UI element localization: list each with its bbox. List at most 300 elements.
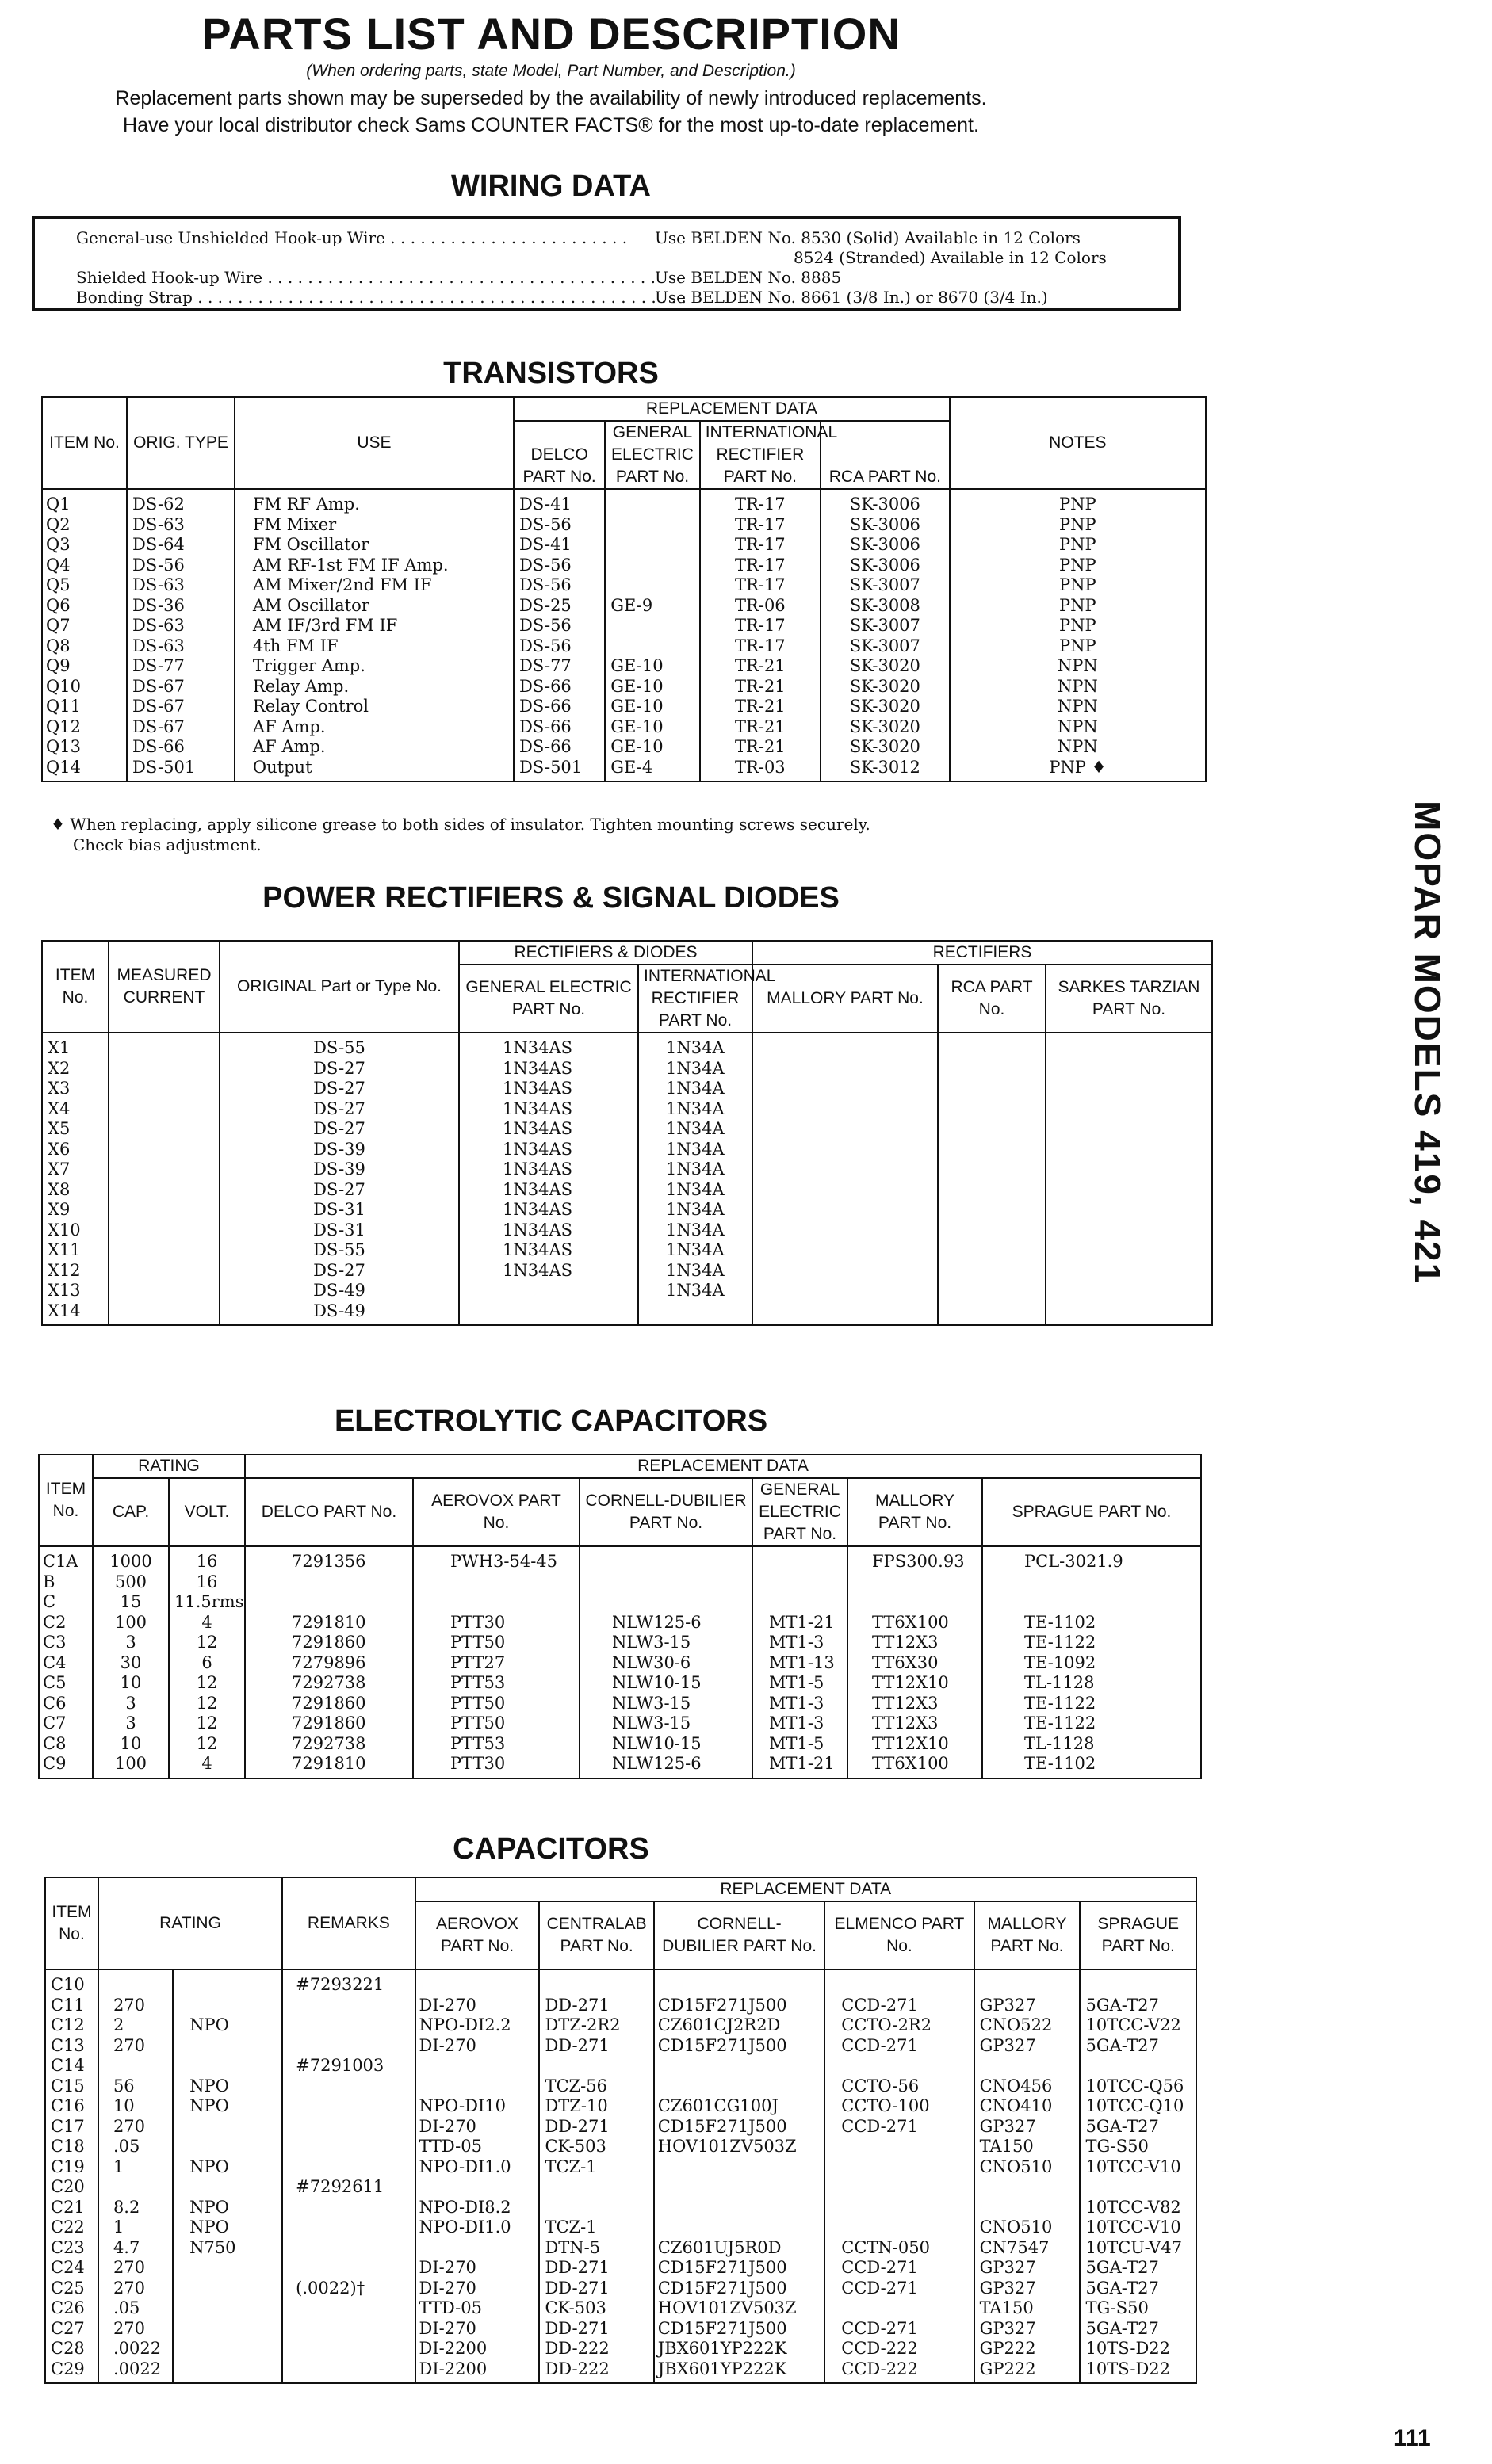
table-cell: PNP	[950, 489, 1206, 515]
table-cell	[824, 2177, 974, 2198]
table-row	[42, 1221, 1212, 1241]
table-cell: C4	[39, 1653, 93, 1674]
table-cell: HOV101ZV503Z	[654, 2137, 824, 2157]
table-row	[42, 1200, 1212, 1221]
table-row	[45, 2319, 1196, 2340]
table-cell: NPO	[173, 2076, 282, 2097]
table-cell: TR-17	[700, 489, 821, 515]
table-cell	[752, 1159, 938, 1180]
rectifiers-title: POWER RECTIFIERS & SIGNAL DIODES	[262, 881, 840, 915]
table-cell: DS-39	[220, 1140, 459, 1160]
table-cell	[974, 2056, 1081, 2076]
page-subtitle: (When ordering parts, state Model, Part Number, and Description.)	[306, 62, 796, 80]
table-cell: Q10	[42, 677, 127, 697]
table-cell: 1N34AS	[459, 1180, 638, 1201]
table-cell	[974, 2198, 1081, 2218]
table-cell: DS-63	[127, 616, 235, 636]
col-sprague: SPRAGUE PART No.	[982, 1478, 1201, 1546]
table-cell: PNP	[950, 596, 1206, 617]
table-cell: TR-17	[700, 535, 821, 556]
table-cell: 5GA-T27	[1080, 1996, 1196, 2016]
table-cell	[847, 1572, 982, 1593]
table-cell: TE-1122	[982, 1694, 1201, 1714]
table-cell: TR-03	[700, 758, 821, 782]
table-cell: DS-63	[127, 575, 235, 596]
table-cell: CNO410	[974, 2096, 1081, 2117]
table-cell	[109, 1261, 220, 1282]
table-cell	[413, 1572, 580, 1593]
table-cell	[654, 2218, 824, 2238]
table-cell: 5GA-T27	[1080, 2117, 1196, 2137]
table-row	[42, 575, 1206, 596]
table-cell: Q13	[42, 737, 127, 758]
table-cell: PNP ♦	[950, 758, 1206, 782]
col-replacement-data: REPLACEMENT DATA	[415, 1878, 1196, 1901]
wiring-label: Bonding Strap . . . . . . . . . . . . . . . . . . . . . . . . . . . . . . . . . . . . . . . . . . . . . . . . .	[76, 288, 687, 307]
table-cell	[1046, 1059, 1212, 1079]
table-row	[42, 1119, 1212, 1140]
table-cell: X5	[42, 1119, 109, 1140]
table-cell	[938, 1033, 1046, 1059]
table-cell	[173, 2359, 282, 2384]
table-cell	[752, 1221, 938, 1241]
table-cell	[109, 1200, 220, 1221]
col-ge: GENERAL ELECTRIC PART No.	[605, 421, 699, 489]
table-cell: CCD-271	[824, 2258, 974, 2279]
table-cell	[109, 1119, 220, 1140]
table-cell	[752, 1281, 938, 1301]
table-cell: 5GA-T27	[1080, 2279, 1196, 2299]
table-cell	[605, 535, 699, 556]
table-row	[45, 2015, 1196, 2036]
table-cell: Q5	[42, 575, 127, 596]
table-cell: TT6X30	[847, 1653, 982, 1674]
table-cell: DI-2200	[415, 2339, 540, 2359]
col-cap: CAP.	[93, 1478, 169, 1546]
table-row	[42, 1261, 1212, 1282]
table-cell: SK-3007	[821, 575, 950, 596]
table-cell: DS-67	[127, 717, 235, 738]
table-cell: SK-3006	[821, 556, 950, 576]
table-cell	[245, 1572, 413, 1593]
table-cell: AM Mixer/2nd FM IF	[235, 575, 514, 596]
table-cell: Q11	[42, 697, 127, 717]
table-cell	[752, 1240, 938, 1261]
table-cell	[98, 2177, 173, 2198]
table-cell	[605, 575, 699, 596]
table-cell: AM Oscillator	[235, 596, 514, 617]
table-row	[42, 636, 1206, 657]
table-cell	[109, 1079, 220, 1099]
table-cell: AM IF/3rd FM IF	[235, 616, 514, 636]
table-cell: PTT30	[413, 1613, 580, 1633]
table-cell: DS-56	[514, 616, 605, 636]
table-cell: PTT50	[413, 1694, 580, 1714]
table-cell: 1N34AS	[459, 1221, 638, 1241]
table-cell: 100	[93, 1613, 169, 1633]
table-cell: TR-21	[700, 717, 821, 738]
table-cell: 16	[169, 1572, 245, 1593]
table-cell: DD-271	[539, 2036, 653, 2057]
table-cell: FM RF Amp.	[235, 489, 514, 515]
table-cell	[752, 1079, 938, 1099]
table-cell	[654, 2056, 824, 2076]
table-cell: 10TS-D22	[1080, 2339, 1196, 2359]
table-cell: CCD-222	[824, 2359, 974, 2384]
col-delco: DELCO PART No.	[514, 421, 605, 489]
table-cell: CD15F271J500	[654, 1996, 824, 2016]
table-cell: C21	[45, 2198, 98, 2218]
table-cell	[654, 2198, 824, 2218]
table-cell	[109, 1240, 220, 1261]
table-cell: SK-3007	[821, 636, 950, 657]
table-row	[45, 1996, 1196, 2016]
table-row	[39, 1734, 1201, 1755]
table-cell: DS-66	[514, 737, 605, 758]
table-cell	[539, 2177, 653, 2198]
table-cell	[752, 1180, 938, 1201]
table-cell: C3	[39, 1633, 93, 1653]
table-cell: Q14	[42, 758, 127, 782]
table-cell: NLW3-15	[580, 1633, 752, 1653]
table-cell	[415, 1969, 540, 1996]
table-row	[42, 489, 1206, 515]
col-orig-type: ORIG. TYPE	[127, 397, 235, 489]
table-cell: Q3	[42, 535, 127, 556]
table-cell: DS-501	[127, 758, 235, 782]
table-cell: 7291356	[245, 1546, 413, 1572]
table-cell: X14	[42, 1301, 109, 1326]
table-row	[45, 2056, 1196, 2076]
table-row	[42, 596, 1206, 617]
col-aerovox: AEROVOX PART No.	[415, 1901, 540, 1969]
table-cell: DD-271	[539, 2258, 653, 2279]
table-cell: C12	[45, 2015, 98, 2036]
table-cell: 1N34A	[638, 1240, 752, 1261]
table-cell: TCZ-1	[539, 2218, 653, 2238]
table-cell: PNP	[950, 636, 1206, 657]
table-cell	[415, 2076, 540, 2097]
table-cell: DS-36	[127, 596, 235, 617]
table-cell: 12	[169, 1633, 245, 1653]
table-cell: Q1	[42, 489, 127, 515]
table-cell: C5	[39, 1673, 93, 1694]
table-cell: 56	[98, 2076, 173, 2097]
table-cell: 1	[98, 2218, 173, 2238]
table-cell: DD-271	[539, 1996, 653, 2016]
table-cell	[282, 2359, 415, 2384]
table-cell	[413, 1592, 580, 1613]
table-cell: 5GA-T27	[1080, 2258, 1196, 2279]
table-cell: DS-27	[220, 1099, 459, 1120]
table-cell: TT6X100	[847, 1613, 982, 1633]
table-cell: 10TCC-V10	[1080, 2218, 1196, 2238]
table-cell: 7279896	[245, 1653, 413, 1674]
table-cell: B	[39, 1572, 93, 1593]
table-cell	[982, 1572, 1201, 1593]
table-cell: .0022	[98, 2339, 173, 2359]
table-cell: CK-503	[539, 2298, 653, 2319]
table-cell	[109, 1301, 220, 1326]
table-cell: TT12X10	[847, 1673, 982, 1694]
table-cell: FM Oscillator	[235, 535, 514, 556]
table-cell: 1N34AS	[459, 1033, 638, 1059]
table-cell: #7292611	[282, 2177, 415, 2198]
side-label: MOPAR MODELS 419, 421	[1407, 800, 1448, 1285]
table-cell	[938, 1119, 1046, 1140]
table-cell	[938, 1059, 1046, 1079]
table-cell: 16	[169, 1546, 245, 1572]
wiring-line	[35, 268, 1184, 288]
table-cell: FM Mixer	[235, 515, 514, 536]
table-cell: 10	[93, 1673, 169, 1694]
table-cell	[605, 556, 699, 576]
table-cell: TCZ-1	[539, 2157, 653, 2178]
table-cell	[173, 2036, 282, 2057]
wiring-value: 8524 (Stranded) Available in 12 Colors	[794, 248, 1107, 267]
table-cell: TR-21	[700, 737, 821, 758]
table-cell: DS-27	[220, 1261, 459, 1282]
table-cell: NLW3-15	[580, 1713, 752, 1734]
page-number: 111	[1394, 2425, 1431, 2451]
col-remarks: REMARKS	[282, 1878, 415, 1969]
table-cell: 10	[93, 1734, 169, 1755]
table-cell: TR-17	[700, 556, 821, 576]
table-cell: C26	[45, 2298, 98, 2319]
table-cell	[580, 1572, 752, 1593]
table-cell: TE-1102	[982, 1613, 1201, 1633]
table-cell: TR-21	[700, 697, 821, 717]
table-cell: SK-3020	[821, 697, 950, 717]
table-cell: PNP	[950, 535, 1206, 556]
table-cell: DS-49	[220, 1281, 459, 1301]
table-cell	[282, 2298, 415, 2319]
table-cell: C13	[45, 2036, 98, 2057]
table-cell: C28	[45, 2339, 98, 2359]
table-row	[45, 2339, 1196, 2359]
table-cell	[282, 2319, 415, 2340]
table-cell	[938, 1159, 1046, 1180]
table-cell	[938, 1079, 1046, 1099]
table-cell: NPO-DI1.0	[415, 2157, 540, 2178]
table-cell	[282, 1996, 415, 2016]
table-cell: TE-1102	[982, 1754, 1201, 1778]
table-cell: 7291860	[245, 1633, 413, 1653]
table-cell	[752, 1033, 938, 1059]
col-mallory: MALLORY PART No.	[974, 1901, 1081, 1969]
col-measured-current: MEASURED CURRENT	[109, 941, 220, 1033]
table-row	[45, 2137, 1196, 2157]
table-cell: 1N34A	[638, 1200, 752, 1221]
table-cell	[282, 2137, 415, 2157]
table-cell: MT1-13	[752, 1653, 847, 1674]
table-cell: CZ601CG100J	[654, 2096, 824, 2117]
table-cell	[539, 2198, 653, 2218]
table-cell	[752, 1099, 938, 1120]
table-cell	[824, 2157, 974, 2178]
table-cell: PNP	[950, 616, 1206, 636]
table-cell	[938, 1301, 1046, 1326]
capacitors-table	[44, 1877, 1197, 2384]
wiring-label: General-use Unshielded Hook-up Wire . . . . . . . . . . . . . . . . . . . . . . . .	[76, 228, 628, 247]
table-row	[45, 2096, 1196, 2117]
table-cell: 1000	[93, 1546, 169, 1572]
table-cell: 100	[93, 1754, 169, 1778]
table-row	[45, 2359, 1196, 2384]
col-original: ORIGINAL Part or Type No.	[220, 941, 459, 1033]
table-cell: 10TCC-V22	[1080, 2015, 1196, 2036]
table-cell: 10TCU-V47	[1080, 2238, 1196, 2259]
table-cell: 10	[98, 2096, 173, 2117]
col-item: ITEM No.	[45, 1878, 98, 1969]
table-cell: 12	[169, 1734, 245, 1755]
table-cell: DS-66	[514, 717, 605, 738]
table-cell	[580, 1546, 752, 1572]
table-cell: DI-270	[415, 1996, 540, 2016]
table-cell: (.0022)†	[282, 2279, 415, 2299]
table-cell: MT1-3	[752, 1694, 847, 1714]
table-cell: GE-10	[605, 677, 699, 697]
table-cell	[282, 2238, 415, 2259]
table-cell	[605, 616, 699, 636]
table-cell: TTD-05	[415, 2137, 540, 2157]
table-cell: DS-49	[220, 1301, 459, 1326]
table-cell: SK-3006	[821, 515, 950, 536]
table-cell: DS-56	[514, 515, 605, 536]
table-cell: SK-3020	[821, 737, 950, 758]
table-cell: 7291860	[245, 1694, 413, 1714]
table-cell: X13	[42, 1281, 109, 1301]
table-cell: SK-3020	[821, 656, 950, 677]
table-cell: 270	[98, 2279, 173, 2299]
table-cell: 3	[93, 1694, 169, 1714]
table-cell: DTZ-2R2	[539, 2015, 653, 2036]
table-cell: .05	[98, 2298, 173, 2319]
rectifiers-table	[41, 940, 1213, 1326]
table-cell: DS-27	[220, 1079, 459, 1099]
table-cell: Q9	[42, 656, 127, 677]
table-cell: 10TS-D22	[1080, 2359, 1196, 2384]
table-cell: 2	[98, 2015, 173, 2036]
table-cell: GP222	[974, 2339, 1081, 2359]
table-cell: 1N34A	[638, 1140, 752, 1160]
col-item: ITEM No.	[42, 397, 127, 489]
table-cell: MT1-21	[752, 1613, 847, 1633]
table-cell	[938, 1240, 1046, 1261]
col-centralab: CENTRALAB PART No.	[539, 1901, 653, 1969]
table-cell: Q2	[42, 515, 127, 536]
table-cell: CD15F271J500	[654, 2279, 824, 2299]
col-ir: INTERNATIONAL RECTIFIER PART No.	[700, 421, 821, 489]
col-mallory: MALLORY PART No.	[752, 965, 938, 1033]
table-cell: CD15F271J500	[654, 2036, 824, 2057]
table-cell: 1N34A	[638, 1159, 752, 1180]
table-cell: SK-3020	[821, 717, 950, 738]
table-cell: X2	[42, 1059, 109, 1079]
table-cell: AF Amp.	[235, 717, 514, 738]
table-row	[45, 2279, 1196, 2299]
col-item: ITEM No.	[42, 941, 109, 1033]
table-cell: DS-31	[220, 1200, 459, 1221]
table-cell: 15	[93, 1592, 169, 1613]
table-cell: TE-1092	[982, 1653, 1201, 1674]
table-row	[42, 737, 1206, 758]
table-cell	[109, 1180, 220, 1201]
table-cell: 1N34A	[638, 1079, 752, 1099]
table-cell: NPO-DI1.0	[415, 2218, 540, 2238]
table-cell: JBX601YP222K	[654, 2339, 824, 2359]
table-cell: C6	[39, 1694, 93, 1714]
table-cell	[938, 1099, 1046, 1120]
table-cell: TTD-05	[415, 2298, 540, 2319]
table-cell	[654, 2076, 824, 2097]
table-cell	[282, 2258, 415, 2279]
table-cell: NPN	[950, 656, 1206, 677]
table-cell: AF Amp.	[235, 737, 514, 758]
table-cell: CD15F271J500	[654, 2117, 824, 2137]
table-row	[45, 2238, 1196, 2259]
table-cell	[938, 1140, 1046, 1160]
table-cell	[539, 2056, 653, 2076]
table-cell	[109, 1221, 220, 1241]
table-row	[45, 2177, 1196, 2198]
table-cell: C20	[45, 2177, 98, 2198]
table-cell	[245, 1592, 413, 1613]
table-cell: C27	[45, 2319, 98, 2340]
table-cell: DS-501	[514, 758, 605, 782]
table-cell: TA150	[974, 2298, 1081, 2319]
table-cell	[1046, 1159, 1212, 1180]
table-row	[45, 2036, 1196, 2057]
table-cell: MT1-3	[752, 1713, 847, 1734]
table-cell	[282, 2218, 415, 2238]
table-cell: MT1-5	[752, 1734, 847, 1755]
transistors-table	[41, 396, 1207, 782]
col-sarkes: SARKES TARZIAN PART No.	[1046, 965, 1212, 1033]
col-ir: INTERNATIONAL RECTIFIER PART No.	[638, 965, 752, 1033]
table-cell: DS-31	[220, 1221, 459, 1241]
col-rectifiers: RECTIFIERS	[752, 941, 1212, 965]
table-row	[42, 656, 1206, 677]
table-cell: NLW30-6	[580, 1653, 752, 1674]
table-cell: PTT53	[413, 1673, 580, 1694]
col-replacement-data: REPLACEMENT DATA	[245, 1454, 1201, 1478]
table-cell: DS-77	[514, 656, 605, 677]
table-row	[42, 556, 1206, 576]
table-cell: X7	[42, 1159, 109, 1180]
table-cell: PTT53	[413, 1734, 580, 1755]
table-cell: DI-270	[415, 2319, 540, 2340]
table-row	[45, 2258, 1196, 2279]
table-cell	[173, 2319, 282, 2340]
table-cell: 3	[93, 1633, 169, 1653]
table-cell: DS-55	[220, 1240, 459, 1261]
table-cell: 1N34AS	[459, 1079, 638, 1099]
table-cell: C19	[45, 2157, 98, 2178]
table-cell: TR-21	[700, 656, 821, 677]
table-cell: DS-56	[514, 575, 605, 596]
table-cell: TR-21	[700, 677, 821, 697]
table-cell: CCD-271	[824, 2319, 974, 2340]
table-cell: CCTO-56	[824, 2076, 974, 2097]
transistor-note-2: Check bias adjustment.	[73, 835, 262, 854]
col-notes: NOTES	[950, 397, 1206, 489]
table-cell: DS-66	[514, 697, 605, 717]
table-cell: CCD-222	[824, 2339, 974, 2359]
table-cell: 7291810	[245, 1754, 413, 1778]
table-cell: 1N34A	[638, 1180, 752, 1201]
table-cell	[752, 1592, 847, 1613]
